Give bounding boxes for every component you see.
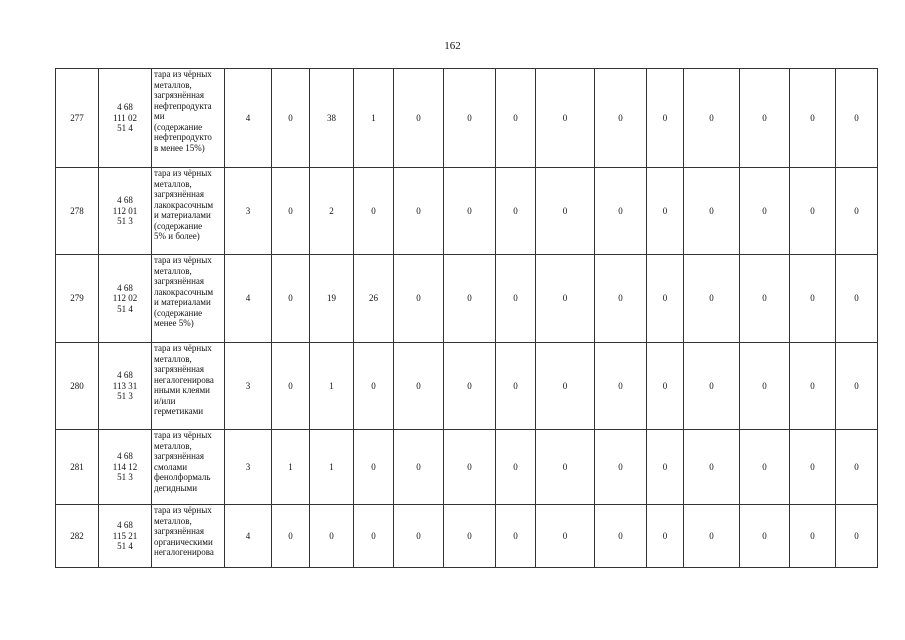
waste-code-line: 113 31 <box>112 380 138 391</box>
value-cell: 0 <box>647 255 684 343</box>
waste-description-line: тара из чёрных <box>154 430 212 440</box>
value-cell: 4 <box>225 69 272 168</box>
waste-table <box>55 68 878 568</box>
value-cell: 0 <box>595 255 647 343</box>
value-cell: 0 <box>647 343 684 430</box>
value-cell: 0 <box>444 430 496 505</box>
value-cell: 0 <box>740 69 790 168</box>
waste-code-line: 115 21 <box>112 530 138 541</box>
value-cell: 0 <box>647 430 684 505</box>
value-cell: 0 <box>272 69 310 168</box>
value-cell: 0 <box>790 430 836 505</box>
value-cell: 0 <box>272 255 310 343</box>
waste-description-line: фенолформаль <box>154 472 211 482</box>
value-cell: 0 <box>272 343 310 430</box>
row-number-cell: 281 <box>56 430 99 505</box>
waste-description-line: тара из чёрных <box>154 255 212 265</box>
waste-code-cell <box>99 69 152 168</box>
value-cell: 0 <box>836 343 878 430</box>
row-number-cell: 280 <box>56 343 99 430</box>
value-cell: 0 <box>740 505 790 568</box>
waste-code-cell <box>99 505 152 568</box>
waste-description-line: загрязнённая <box>154 451 205 461</box>
value-cell: 0 <box>496 255 536 343</box>
value-cell: 0 <box>836 168 878 255</box>
value-cell: 0 <box>647 505 684 568</box>
value-cell: 0 <box>496 430 536 505</box>
waste-description-line: металлов, <box>154 440 192 451</box>
waste-description-line: тара из чёрных <box>154 343 212 353</box>
waste-description-line: органическими <box>154 536 213 547</box>
value-cell: 0 <box>684 69 740 168</box>
value-cell: 3 <box>225 168 272 255</box>
waste-description-cell <box>152 430 225 505</box>
waste-description-line: металлов, <box>154 353 192 364</box>
value-cell: 0 <box>496 168 536 255</box>
value-cell: 0 <box>496 505 536 568</box>
waste-description-cell <box>152 505 225 568</box>
waste-code-line: 112 01 <box>112 205 138 216</box>
value-cell: 0 <box>595 168 647 255</box>
waste-code-line: 4 68 <box>117 370 133 381</box>
waste-code-line: 114 12 <box>112 461 138 472</box>
waste-code-line: 51 3 <box>117 472 133 483</box>
value-cell: 0 <box>647 69 684 168</box>
value-cell: 0 <box>740 255 790 343</box>
waste-description-cell <box>152 343 225 430</box>
value-cell: 0 <box>647 168 684 255</box>
value-cell: 0 <box>272 505 310 568</box>
waste-description-line: негалогенирова <box>154 547 214 557</box>
waste-description-cell <box>152 69 225 168</box>
value-cell: 0 <box>740 343 790 430</box>
waste-description-line: менее 5%) <box>154 318 194 328</box>
value-cell: 4 <box>225 505 272 568</box>
value-cell: 0 <box>536 343 595 430</box>
value-cell: 0 <box>444 69 496 168</box>
value-cell: 0 <box>595 505 647 568</box>
value-cell: 0 <box>684 168 740 255</box>
waste-code-cell <box>99 343 152 430</box>
value-cell: 1 <box>272 430 310 505</box>
waste-code-line: 51 3 <box>117 216 133 227</box>
waste-description-line: тара из чёрных <box>154 168 212 178</box>
waste-description-line: металлов, <box>154 265 192 276</box>
value-cell: 0 <box>394 69 444 168</box>
waste-code-line: 51 3 <box>117 391 133 402</box>
waste-code-line: 51 4 <box>117 123 133 134</box>
waste-description-line: лакокрасочным <box>154 286 214 297</box>
waste-code-cell <box>99 168 152 255</box>
value-cell: 3 <box>225 343 272 430</box>
waste-description-line: нными клеями <box>154 385 210 395</box>
row-number-cell: 277 <box>56 69 99 168</box>
value-cell: 0 <box>354 343 394 430</box>
value-cell: 0 <box>444 168 496 255</box>
value-cell: 0 <box>394 505 444 568</box>
waste-code-line: 112 02 <box>112 293 138 304</box>
waste-code-line: 4 68 <box>117 102 133 113</box>
waste-description-line: негалогенирова <box>154 374 214 385</box>
value-cell: 0 <box>684 255 740 343</box>
table-row <box>56 69 878 168</box>
waste-description-line: и материалами <box>154 297 211 307</box>
value-cell: 4 <box>225 255 272 343</box>
value-cell: 0 <box>595 69 647 168</box>
waste-description-line: смолами <box>154 461 188 472</box>
value-cell: 0 <box>684 430 740 505</box>
waste-description-line: в менее 15%) <box>154 142 205 153</box>
value-cell: 0 <box>595 430 647 505</box>
waste-code-line: 4 68 <box>117 451 133 462</box>
waste-code-line: 51 4 <box>117 303 133 314</box>
row-number-cell: 279 <box>56 255 99 343</box>
value-cell: 0 <box>354 430 394 505</box>
waste-description-line: металлов, <box>154 79 192 90</box>
value-cell: 0 <box>354 168 394 255</box>
value-cell: 0 <box>536 69 595 168</box>
value-cell: 19 <box>310 255 354 343</box>
waste-code-line: 4 68 <box>117 195 133 206</box>
value-cell: 1 <box>310 430 354 505</box>
table-row <box>56 505 878 568</box>
value-cell: 0 <box>444 255 496 343</box>
waste-code-line: 111 02 <box>112 112 138 123</box>
waste-code-line: 4 68 <box>117 520 133 531</box>
waste-description-cell <box>152 168 225 255</box>
value-cell: 38 <box>310 69 354 168</box>
value-cell: 0 <box>536 255 595 343</box>
value-cell: 0 <box>394 255 444 343</box>
waste-description-line: нефтепродукто <box>154 132 212 142</box>
value-cell: 0 <box>444 343 496 430</box>
value-cell: 0 <box>684 343 740 430</box>
waste-description-line: дегидными <box>154 482 198 493</box>
waste-description-line: и материалами <box>154 210 211 220</box>
waste-description-line: нефтепродукта <box>154 100 212 111</box>
waste-description-line: (содержание <box>154 121 203 132</box>
table-row <box>56 168 878 255</box>
value-cell: 0 <box>536 430 595 505</box>
value-cell: 3 <box>225 430 272 505</box>
waste-description-line: и/или <box>154 395 176 406</box>
value-cell: 0 <box>394 430 444 505</box>
value-cell: 0 <box>536 505 595 568</box>
value-cell: 0 <box>790 255 836 343</box>
value-cell: 0 <box>790 168 836 255</box>
value-cell: 0 <box>394 343 444 430</box>
row-number-cell: 282 <box>56 505 99 568</box>
waste-description-line: лакокрасочным <box>154 199 214 210</box>
value-cell: 0 <box>836 505 878 568</box>
waste-description-line: тара из чёрных <box>154 69 212 79</box>
value-cell: 2 <box>310 168 354 255</box>
value-cell: 1 <box>310 343 354 430</box>
value-cell: 0 <box>310 505 354 568</box>
value-cell: 26 <box>354 255 394 343</box>
waste-code-cell <box>99 430 152 505</box>
waste-description-line: загрязнённая <box>154 189 205 199</box>
value-cell: 0 <box>740 430 790 505</box>
waste-description-line: загрязнённая <box>154 276 205 286</box>
value-cell: 0 <box>836 255 878 343</box>
table-row <box>56 255 878 343</box>
waste-code-cell <box>99 255 152 343</box>
value-cell: 0 <box>444 505 496 568</box>
table-row <box>56 430 878 505</box>
value-cell: 0 <box>354 505 394 568</box>
waste-description-line: (содержание <box>154 220 203 231</box>
value-cell: 0 <box>496 343 536 430</box>
waste-description-line: ми <box>154 111 165 121</box>
value-cell: 0 <box>740 168 790 255</box>
row-number-cell: 278 <box>56 168 99 255</box>
value-cell: 0 <box>790 343 836 430</box>
value-cell: 0 <box>536 168 595 255</box>
value-cell: 0 <box>836 69 878 168</box>
waste-description-line: загрязнённая <box>154 526 205 536</box>
waste-description-cell <box>152 255 225 343</box>
waste-description-line: тара из чёрных <box>154 505 212 515</box>
waste-description-line: 5% и более) <box>154 231 200 241</box>
waste-description-line: загрязнённая <box>154 364 205 374</box>
waste-description-line: металлов, <box>154 515 192 526</box>
value-cell: 0 <box>836 430 878 505</box>
waste-description-line: загрязнённая <box>154 90 205 100</box>
value-cell: 0 <box>684 505 740 568</box>
value-cell: 1 <box>354 69 394 168</box>
table-row <box>56 343 878 430</box>
waste-description-line: (содержание <box>154 307 203 318</box>
value-cell: 0 <box>496 69 536 168</box>
value-cell: 0 <box>595 343 647 430</box>
waste-code-line: 51 4 <box>117 541 133 552</box>
value-cell: 0 <box>790 69 836 168</box>
waste-description-line: герметиками <box>154 406 204 416</box>
waste-description-line: металлов, <box>154 178 192 189</box>
value-cell: 0 <box>272 168 310 255</box>
waste-code-line: 4 68 <box>117 282 133 293</box>
value-cell: 0 <box>394 168 444 255</box>
page-number: 162 <box>444 40 461 52</box>
value-cell: 0 <box>790 505 836 568</box>
